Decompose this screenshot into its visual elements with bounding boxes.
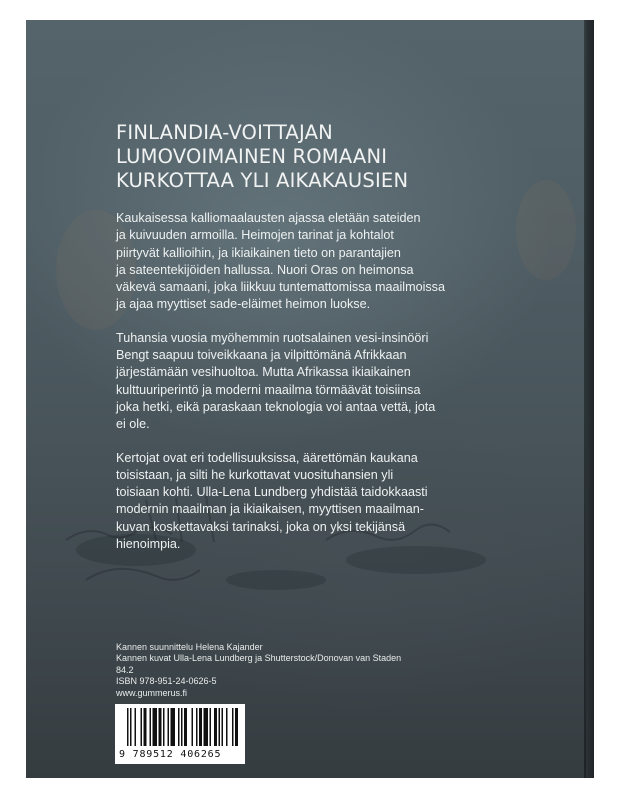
- text-line: toisistaan, ja silti he kurkottavat vuosituhansien yli: [116, 467, 394, 482]
- text-line: ja sateentekijöiden hallussa. Nuori Oras on heimonsa: [116, 262, 414, 277]
- book-back-cover: [26, 20, 586, 778]
- credit-line: Kannen kuvat Ulla-Lena Lundberg ja Shutterstock/Donovan van Staden: [116, 653, 402, 664]
- text-line: Tuhansia vuosia myöhemmin ruotsalainen vesi-insinööri: [116, 330, 429, 345]
- paragraph: [116, 450, 546, 554]
- credit-line: Kannen suunnittelu Helena Kajander: [116, 642, 263, 652]
- text-line: ja ajaa myyttiset sade-eläimet heimon luokse.: [116, 297, 371, 312]
- paragraph: [116, 330, 546, 434]
- text-line: Kertojat ovat eri todellisuuksissa, äärettömän kaukana: [116, 450, 418, 465]
- headline-line: FINLANDIA-VOITTAJAN: [116, 121, 333, 144]
- text-line: kulttuuriperintö ja moderni maailma törmäävät toisiinsa: [116, 382, 421, 397]
- text-line: piirtyvät kallioihin, ja ikiaikainen tieto on parantajien: [116, 245, 401, 260]
- text-line: kuvan koskettavaksi tarinaksi, joka on yksi tekijänsä: [116, 519, 406, 534]
- text-line: ja kuivuuden armoilla. Heimojen tarinat ja kohtalot: [116, 228, 394, 243]
- barcode: [115, 704, 245, 764]
- book-spine-edge: [586, 20, 594, 778]
- text-line: modernin maailman ja ikiaikaisen, myyttisen maailman-: [116, 502, 424, 517]
- text-line: hienoimpia.: [116, 537, 181, 552]
- headline-line: LUMOVOIMAINEN ROMAANI: [116, 145, 388, 168]
- text-line: toisiaan kohti. Ulla-Lena Lundberg yhdistää taidokkaasti: [116, 485, 428, 500]
- text-line: ei ole.: [116, 417, 150, 432]
- headline: [116, 121, 536, 193]
- credit-line: ISBN 978-951-24-0626-5: [116, 676, 217, 687]
- paragraph: [116, 210, 546, 314]
- text-line: Kaukaisessa kalliomaalausten ajassa eletään sateiden: [116, 211, 421, 225]
- credit-line: 84.2: [116, 664, 134, 675]
- barcode-bars: [115, 704, 245, 750]
- text-line: järjestämään vesihuoltoa. Mutta Afrikassa ikiaikainen: [116, 365, 411, 380]
- text-line: joka hetki, eikä paraskaan teknologia voi antaa vettä, jota: [116, 399, 436, 414]
- headline-line: KURKOTTAA YLI AIKAKAUSIEN: [116, 169, 409, 192]
- text-line: Bengt saapuu toiveikkaana ja vilpittömänä Afrikkaan: [116, 348, 407, 363]
- credit-line: www.gummerus.fi: [116, 687, 188, 698]
- barcode-digits: 9 789512 406265: [119, 749, 222, 760]
- blurb: [116, 210, 546, 569]
- credits: [116, 642, 476, 699]
- text-line: väkevä samaani, joka liikkuu tuntemattomissa maailmoissa: [116, 280, 445, 295]
